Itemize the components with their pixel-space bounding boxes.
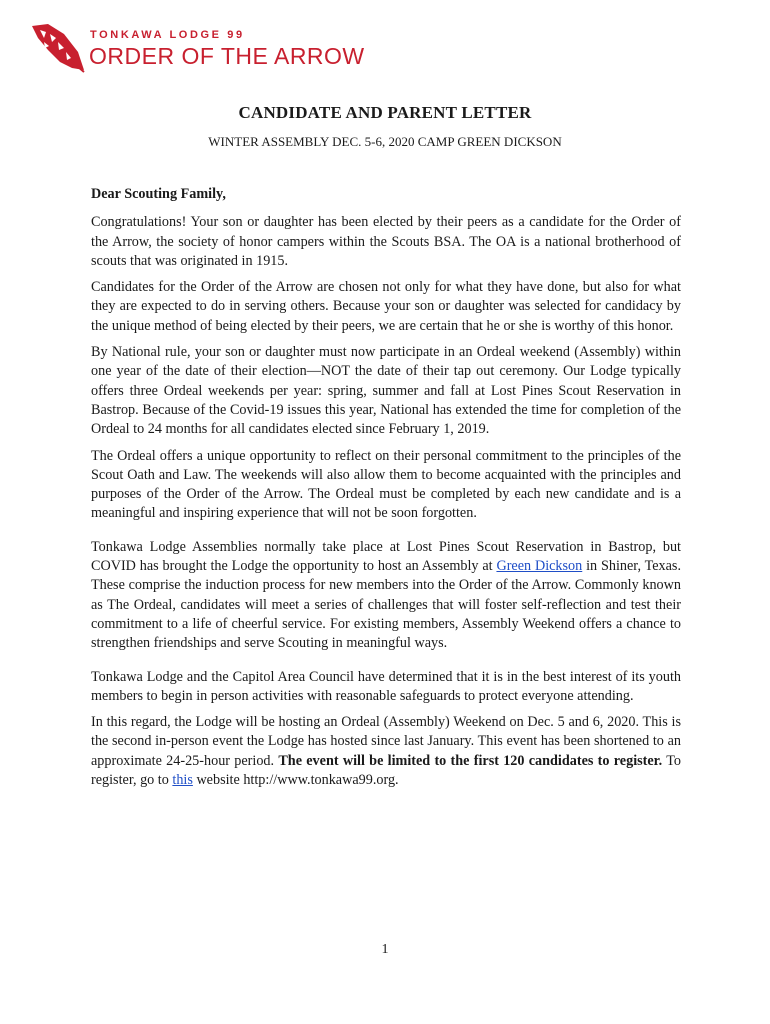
- page-subtitle: WINTER ASSEMBLY DEC. 5-6, 2020 CAMP GREEN DICKSON: [208, 134, 562, 149]
- paragraph-2: Candidates for the Order of the Arrow are chosen not only for what they have done, but also for what they are expected to do in serving others. Because your son or daughter was selected for candidacy by the unique method of being elected by their peers, we are certain that he or she is worthy of this honor.: [91, 279, 681, 334]
- registration-limit: The event will be limited to the first 120 candidates to register.: [278, 752, 663, 769]
- green-dickson-link[interactable]: Green Dickson: [496, 558, 583, 575]
- paragraph-5: Tonkawa Lodge Assemblies normally take place at Lost Pines Scout Reservation in Bastrop, but COVID has brought the Lodge the opportunity to host an Assembly at Green Dickson in Shiner, Texas. These comprise the induction process for new members into the Order of the Arrow. Commonly known as The Ordeal, candidates will meet a series of challenges that will foster self-reflection and test their commitment to a life of cheerful service. For existing members, Assembly Weekend offers a chance to strengthen friendships and serve Scouting in meaningful ways.: [91, 538, 681, 652]
- paragraph-3: By National rule, your son or daughter must now participate in an Ordeal weekend (Assembly) within one year of the date of their election—NOT the date of their tap out ceremony. Our Lodge typically offers three Ordeal weekends per year: spring, summer and fall at Lost Pines Scout Reservation in Bastrop. Because of the Covid-19 issues this year, National has extended the time for completion of the Ordeal to 24 months for all candidates elected since February 1, 2019.: [91, 344, 681, 438]
- header-logo: [30, 22, 365, 78]
- page-number: 1: [381, 942, 389, 957]
- greeting: Dear Scouting Family,: [91, 186, 226, 202]
- paragraph-1: Congratulations! Your son or daughter has been elected by their peers as a candidate for the Order of the Arrow, the society of honor campers within the Scouts BSA. The OA is a national brotherhood of scouts that was originated in 1915.: [91, 214, 681, 269]
- register-link[interactable]: this: [172, 772, 193, 789]
- lodge-name: TONKAWA LODGE 99: [90, 29, 245, 41]
- letter-body: [91, 185, 681, 797]
- page-title: CANDIDATE AND PARENT LETTER: [238, 103, 532, 122]
- paragraph-4: The Ordeal offers a unique opportunity to reflect on their personal commitment to the principles of the Scout Oath and Law. The weekends will also allow them to become acquainted with the principles and purposes of the Order of the Arrow. The Ordeal must be completed by each new candidate and is a meaningful and inspiring experience that will not be soon forgotten.: [91, 447, 681, 522]
- arrowhead-icon: [30, 22, 86, 74]
- paragraph-6: Tonkawa Lodge and the Capitol Area Council have determined that it is in the best interest of its youth members to begin in person activities with reasonable safeguards to protect everyone attending.: [91, 668, 681, 704]
- paragraph-7: In this regard, the Lodge will be hosting an Ordeal (Assembly) Weekend on Dec. 5 and 6, 2020. This is the second in-person event the Lodge has hosted since last January. This event has been shortened to an approximate 24-25-hour period. The event will be limited to the first 120 candidates to register. To register, go to this website http://www.tonkawa99.org.: [91, 714, 682, 789]
- org-name: ORDER OF THE ARROW: [89, 43, 365, 69]
